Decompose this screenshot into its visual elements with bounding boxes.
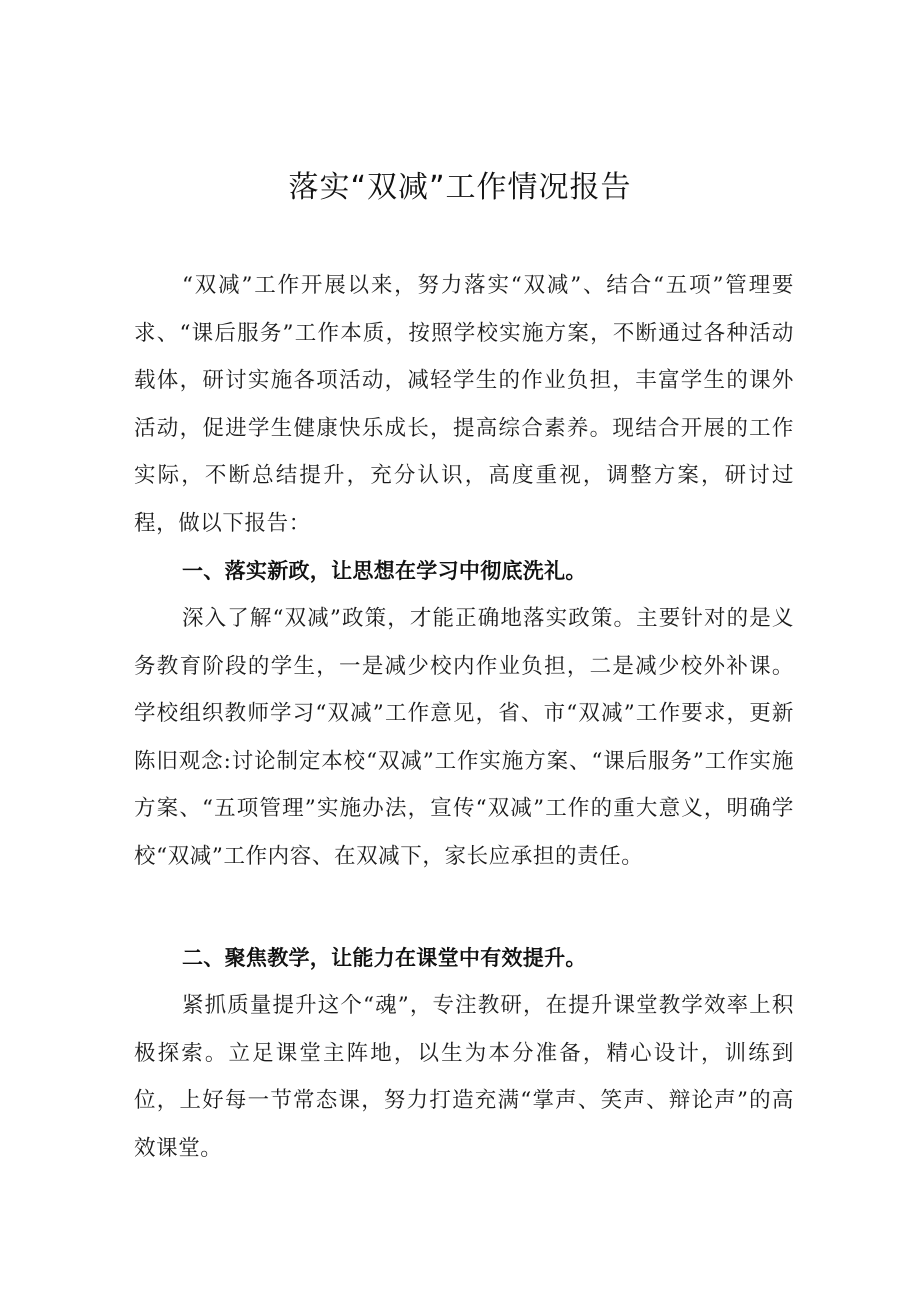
paragraph-section-1: 深入了解“双减”政策，才能正确地落实政策。主要针对的是义务教育阶段的学生，一是减少校内作业负担，二是减少校外补课。学校组织教师学习“双减”工作意见，省、市“双减”工作要求，更新陈旧观念:讨论制定本校“双减”工作实施方案、“课后服务”工作实施方案、“五项管理”实施办法，宣传“双减”工作的重大意义，明确学校“双减”工作内容、在双减下，家长应承担的责任。 bbox=[134, 606, 794, 869]
document-title: 落实“双减”工作情况报告 bbox=[288, 170, 632, 205]
section-heading-2: 二、聚焦教学，让能力在课堂中有效提升。 bbox=[182, 946, 587, 970]
paragraph-section-2: 紧抓质量提升这个“魂”，专注教研，在提升课堂教学效率上积极探索。立足课堂主阵地，以生为本分准备，精心设计，训练到位，上好每一节常态课，努力打造充满“掌声、笑声、辩论声”的高效课堂。 bbox=[134, 993, 794, 1161]
paragraph-intro: “双减”工作开展以来，努力落实“双减”、结合“五项”管理要求、“课后服务”工作本质，按照学校实施方案，不断通过各种活动载体，研讨实施各项活动，减轻学生的作业负担，丰富学生的课外活动，促进学生健康快乐成长，提高综合素养。现结合开展的工作实际，不断总结提升，充分认识，高度重视，调整方案，研讨过程，做以下报告： bbox=[134, 273, 794, 536]
section-heading-1: 一、落实新政，让思想在学习中彻底洗礼。 bbox=[182, 559, 587, 583]
